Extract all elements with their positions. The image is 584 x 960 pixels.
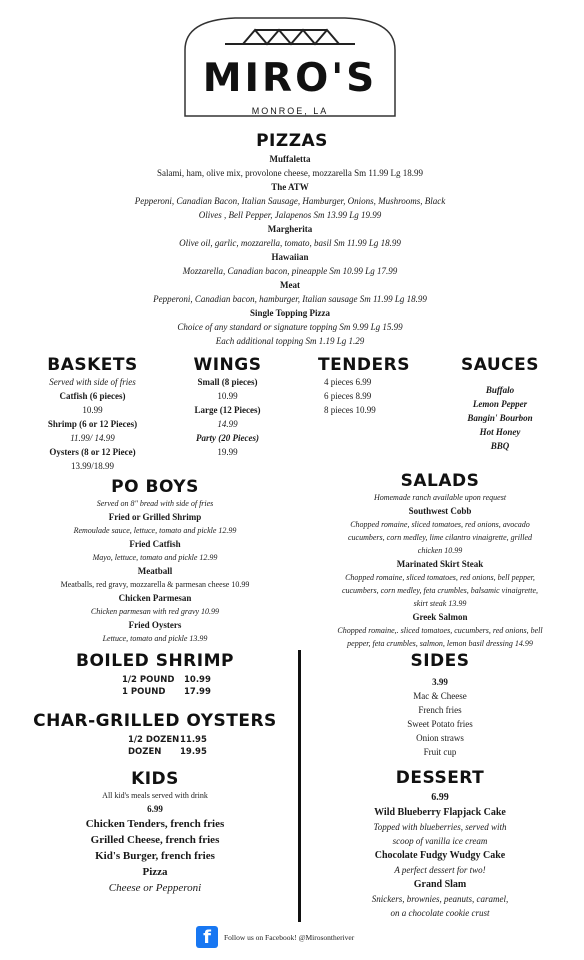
pizza-desc: Choice of any standard or signature topping Sm 9.99 Lg 15.99 — [177, 322, 403, 332]
side-item: Sweet Potato fries — [407, 719, 473, 729]
kids-pizza-note: Cheese or Pepperoni — [108, 882, 202, 894]
tenders-item: 8 pieces 10.99 — [324, 405, 376, 415]
kids-item: Kid's Burger, french fries — [95, 850, 215, 862]
brand-name: MIRO'S — [202, 56, 378, 101]
column-divider — [298, 650, 301, 922]
pizza-desc: Mozzarella, Canadian bacon, pineapple Sm 10.99 Lg 17.99 — [182, 266, 398, 276]
facebook-follow-text: Follow us on Facebook! @Mirosontheriver — [224, 933, 355, 942]
dessert-name: Wild Blueberry Flapjack Cake — [374, 807, 506, 818]
bridge-icon — [225, 30, 355, 44]
po-boy-desc: Lettuce, tomato and pickle 13.99 — [102, 634, 208, 643]
boiled-shrimp-table — [122, 674, 242, 698]
po-boys-section — [20, 477, 290, 645]
sauce-item: Lemon Pepper — [472, 399, 528, 409]
salad-name: Greek Salmon — [412, 612, 468, 622]
po-boys-heading: PO BOYS — [111, 477, 199, 497]
side-item: Mac & Cheese — [413, 691, 467, 701]
boiled-shrimp-heading: BOILED SHRIMP — [76, 651, 234, 671]
dessert-price: 6.99 — [431, 792, 449, 803]
dessert-desc: A perfect dessert for two! — [394, 865, 486, 875]
baskets-note: Served with side of fries — [49, 377, 136, 387]
sauce-item: BBQ — [490, 441, 510, 451]
salad-desc: Chopped romaine,. sliced tomatoes, cucumbers, red onions, bell — [337, 626, 543, 635]
tenders-item: 6 pieces 8.99 — [324, 391, 372, 401]
sauce-item: Hot Honey — [479, 427, 521, 437]
boiled-shrimp-row — [122, 686, 242, 698]
kids-note: All kid's meals served with drink — [102, 791, 208, 800]
po-boy-desc: Remoulade sauce, lettuce, tomato and pickle 12.99 — [73, 526, 237, 535]
baskets-heading: BASKETS — [47, 355, 138, 375]
side-item: Onion straws — [416, 733, 464, 743]
salad-desc: skirt steak 13.99 — [413, 599, 467, 608]
wings-price: 10.99 — [217, 391, 238, 401]
pizzas-list — [40, 152, 540, 348]
salad-desc: pepper, feta crumbles, salmon, lemon basil dressing 14.99 — [347, 639, 533, 648]
pizza-desc: Each additional topping Sm 1.19 Lg 1.29 — [215, 336, 365, 346]
sides-heading: SIDES — [410, 651, 470, 671]
row-price: 10.99 — [184, 675, 211, 685]
po-boy-desc: Mayo, lettuce, tomato and pickle 12.99 — [92, 553, 218, 562]
oysters-heading: CHAR-GRILLED OYSTERS — [33, 711, 277, 731]
kids-item: Chicken Tenders, french fries — [85, 818, 225, 830]
wings-section — [170, 355, 285, 459]
pizza-name: The ATW — [271, 182, 309, 192]
salad-desc: Chopped romaine, sliced tomatoes, red onions, avocado — [350, 520, 530, 529]
pizza-name: Hawaiian — [271, 252, 309, 262]
pizza-name: Single Topping Pizza — [249, 308, 331, 318]
po-boy-name: Meatball — [137, 566, 173, 576]
sides-price: 3.99 — [432, 677, 448, 687]
tenders-heading: TENDERS — [318, 355, 410, 375]
side-item: French fries — [418, 705, 462, 715]
pizza-desc: Pepperoni, Canadian Bacon, Italian Sausage, Hamburger, Onions, Mushrooms, Black — [134, 196, 446, 206]
salad-desc: cucumbers, corn medley, feta crumbles, balsamic vinaigrette, — [341, 586, 539, 595]
salad-name: Marinated Skirt Steak — [396, 559, 484, 569]
pizza-desc: Pepperoni, Canadian bacon, hamburger, Italian sausage Sm 11.99 Lg 18.99 — [153, 294, 427, 304]
wings-price: 19.99 — [217, 447, 238, 457]
row-label: 1/2 POUND — [122, 675, 175, 685]
salad-desc: chicken 10.99 — [417, 546, 463, 555]
facebook-icon[interactable]: f — [196, 926, 218, 948]
row-label: 1 POUND — [122, 687, 166, 697]
basket-name: Shrimp (6 or 12 Pieces) — [47, 419, 138, 429]
dessert-desc: scoop of vanilla ice cream — [392, 836, 488, 846]
oysters-table — [128, 734, 248, 758]
pizza-name: Meat — [280, 280, 300, 290]
oysters-row — [128, 746, 248, 758]
kids-item: Pizza — [142, 866, 168, 878]
salads-heading: SALADS — [400, 471, 480, 491]
pizza-name: Margherita — [267, 224, 313, 234]
pizza-desc: Olives , Bell Pepper, Jalapenos Sm 13.99 Lg 19.99 — [198, 210, 382, 220]
wings-heading: WINGS — [193, 355, 262, 375]
basket-price: 13.99/18.99 — [70, 461, 114, 471]
tenders-section — [318, 355, 428, 417]
po-boy-desc: Meatballs, red gravy, mozzarella & parmesan cheese 10.99 — [60, 580, 250, 589]
salad-name: Southwest Cobb — [408, 506, 472, 516]
pizza-desc: Salami, ham, olive mix, provolone cheese, mozzarella Sm 11.99 Lg 18.99 — [156, 168, 424, 178]
dessert-heading: DESSERT — [395, 768, 485, 788]
po-boy-desc: Chicken parmesan with red gravy 10.99 — [90, 607, 220, 616]
po-boy-name: Fried Oysters — [128, 620, 182, 630]
row-price: 19.95 — [180, 747, 207, 757]
basket-name: Oysters (8 or 12 Piece) — [49, 447, 136, 457]
salads-section — [305, 471, 575, 650]
baskets-section — [20, 355, 165, 473]
salads-note: Homemade ranch available upon request — [373, 493, 507, 502]
dessert-name: Chocolate Fudgy Wudgy Cake — [374, 850, 506, 861]
row-label: 1/2 DOZEN — [128, 735, 180, 745]
po-boy-name: Chicken Parmesan — [118, 593, 192, 603]
side-item: Fruit cup — [423, 747, 457, 757]
boiled-shrimp-row — [122, 674, 242, 686]
po-boys-note: Served on 8" bread with side of fries — [96, 499, 214, 508]
wings-name: Party (20 Pieces) — [196, 433, 259, 443]
basket-price: 10.99 — [82, 405, 103, 415]
wings-name: Large (12 Pieces) — [194, 405, 261, 415]
row-price: 17.99 — [184, 687, 211, 697]
row-price: 11.95 — [180, 735, 207, 745]
kids-price: 6.99 — [147, 804, 163, 814]
dessert-section — [305, 768, 575, 920]
dessert-desc: Topped with blueberries, served with — [373, 822, 507, 832]
dessert-name: Grand Slam — [413, 879, 467, 890]
dessert-desc: Snickers, brownies, peanuts, caramel, — [371, 894, 509, 904]
wings-name: Small (8 pieces) — [197, 377, 258, 387]
wings-price: 14.99 — [217, 419, 238, 429]
salad-desc: Chopped romaine, sliced tomatoes, red onions, bell pepper, — [345, 573, 535, 582]
kids-section — [20, 769, 290, 896]
kids-item: Grilled Cheese, french fries — [90, 834, 220, 846]
dessert-desc: on a chocolate cookie crust — [390, 908, 490, 918]
tenders-item: 4 pieces 6.99 — [324, 377, 372, 387]
sauce-item: Buffalo — [485, 385, 515, 395]
po-boy-name: Fried Catfish — [129, 539, 181, 549]
basket-name: Catfish (6 pieces) — [59, 391, 126, 401]
sides-section — [305, 651, 575, 759]
sauces-heading: SAUCES — [460, 355, 539, 375]
oysters-row — [128, 734, 248, 746]
sauces-section — [435, 355, 565, 453]
sauce-item: Bangin' Bourbon — [467, 413, 533, 423]
pizzas-heading: PIZZAS — [256, 131, 328, 151]
kids-heading: KIDS — [131, 769, 179, 789]
salad-desc: cucumbers, corn medley, lime cilantro vinaigrette, grilled — [347, 533, 533, 542]
po-boy-name: Fried or Grilled Shrimp — [108, 512, 202, 522]
brand-location: MONROE, LA — [251, 106, 329, 116]
pizza-desc: Olive oil, garlic, mozzarella, tomato, basil Sm 11.99 Lg 18.99 — [179, 238, 401, 248]
row-label: DOZEN — [128, 747, 162, 757]
pizza-name: Muffaletta — [269, 154, 311, 164]
basket-price: 11.99/ 14.99 — [70, 433, 115, 443]
